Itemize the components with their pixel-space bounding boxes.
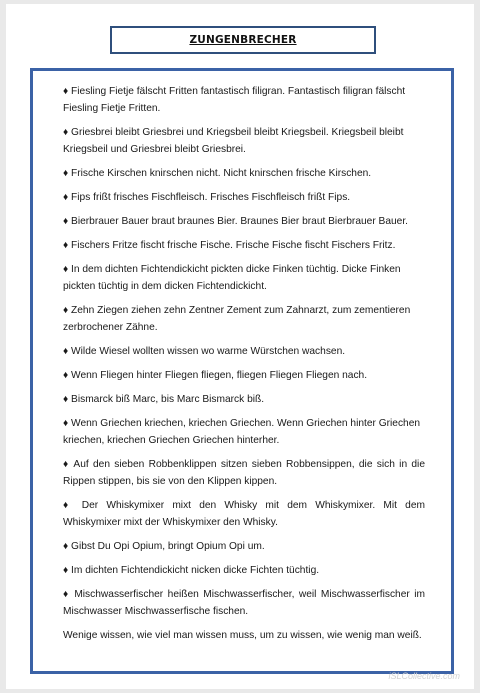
list-item: ♦ Wenn Fliegen hinter Fliegen fliegen, fliegen Fliegen Fliegen nach.: [63, 370, 368, 381]
diamond-bullet-icon: ♦: [63, 192, 69, 203]
list-item: ♦ Im dichten Fichtendickicht nicken dicke Fichten tüchtig.: [63, 565, 320, 576]
list-item: ♦ Gibst Du Opi Opium, bringt Opium Opi um.: [63, 541, 265, 552]
diamond-bullet-icon: ♦: [63, 216, 69, 227]
diamond-bullet-icon: ♦: [63, 500, 74, 511]
diamond-bullet-icon: ♦: [63, 168, 69, 179]
diamond-bullet-icon: ♦: [63, 86, 69, 97]
list-item: ♦ Fips frißt frisches Fischfleisch. Frisches Fischfleisch frißt Fips.: [63, 192, 351, 203]
diamond-bullet-icon: ♦: [63, 346, 69, 357]
list-item: ♦ Mischwasserfischer heißen Mischwasserfischer, weil Mischwasserfischer im Mischwasser Mischwasserfische fischen.: [63, 589, 425, 617]
page-title: ZUNGENBRECHER: [189, 34, 297, 46]
content-frame: [30, 68, 454, 674]
worksheet-page: [6, 4, 474, 689]
diamond-bullet-icon: ♦: [63, 565, 69, 576]
diamond-bullet-icon: ♦: [63, 370, 69, 381]
diamond-bullet-icon: ♦: [63, 305, 69, 316]
watermark-text: iSLCollective.com: [388, 671, 460, 681]
list-item: ♦ Frische Kirschen knirschen nicht. Nicht knirschen frische Kirschen.: [63, 168, 372, 179]
list-item: ♦ Griesbrei bleibt Griesbrei und Kriegsbeil bleibt Kriegsbeil. Kriegsbeil bleibt Kriegsbeil und Griesbrei bleibt Griesbrei.: [63, 127, 404, 155]
diamond-bullet-icon: ♦: [63, 127, 69, 138]
list-item: ♦ Wenn Griechen kriechen, kriechen Griechen. Wenn Griechen hinter Griechen kriechen, kriechen Griechen Griechen hinterher.: [63, 418, 421, 446]
list-item: ♦ Fischers Fritze fischt frische Fische. Frische Fische fischt Fischers Fritz.: [63, 240, 396, 251]
list-item: ♦ Zehn Ziegen ziehen zehn Zentner Zement zum Zahnarzt, zum zementieren zerbrochener Zähne.: [63, 305, 411, 333]
diamond-bullet-icon: ♦: [63, 240, 69, 251]
diamond-bullet-icon: ♦: [63, 589, 70, 600]
diamond-bullet-icon: ♦: [63, 541, 69, 552]
tongue-twister-list: [63, 83, 425, 654]
title-box: [110, 26, 376, 54]
diamond-bullet-icon: ♦: [63, 459, 70, 470]
list-item: ♦ Bismarck biß Marc, bis Marc Bismarck biß.: [63, 394, 265, 405]
list-item: ♦ Der Whiskymixer mixt den Whisky mit dem Whiskymixer. Mit dem Whiskymixer mixt der Whiskymixer den Whisky.: [63, 500, 425, 528]
closing-line: Wenige wissen, wie viel man wissen muss, um zu wissen, wie wenig man weiß.: [63, 630, 422, 641]
list-item: ♦ Auf den sieben Robbenklippen sitzen sieben Robbensippen, die sich in die Rippen stippen, bis sie von den Klippen kippen.: [63, 459, 425, 487]
list-item: ♦ Fiesling Fietje fälscht Fritten fantastisch filigran. Fantastisch filigran fälscht Fiesling Fietje Fritten.: [63, 86, 406, 114]
diamond-bullet-icon: ♦: [63, 264, 69, 275]
list-item: ♦ Bierbrauer Bauer braut braunes Bier. Braunes Bier braut Bierbrauer Bauer.: [63, 216, 408, 227]
list-item: ♦ Wilde Wiesel wollten wissen wo warme Würstchen wachsen.: [63, 346, 346, 357]
list-item: ♦ In dem dichten Fichtendickicht pickten dicke Finken tüchtig. Dicke Finken pickten tüchtig in dem dicken Fichtendickicht.: [63, 264, 401, 292]
diamond-bullet-icon: ♦: [63, 418, 69, 429]
diamond-bullet-icon: ♦: [63, 394, 69, 405]
